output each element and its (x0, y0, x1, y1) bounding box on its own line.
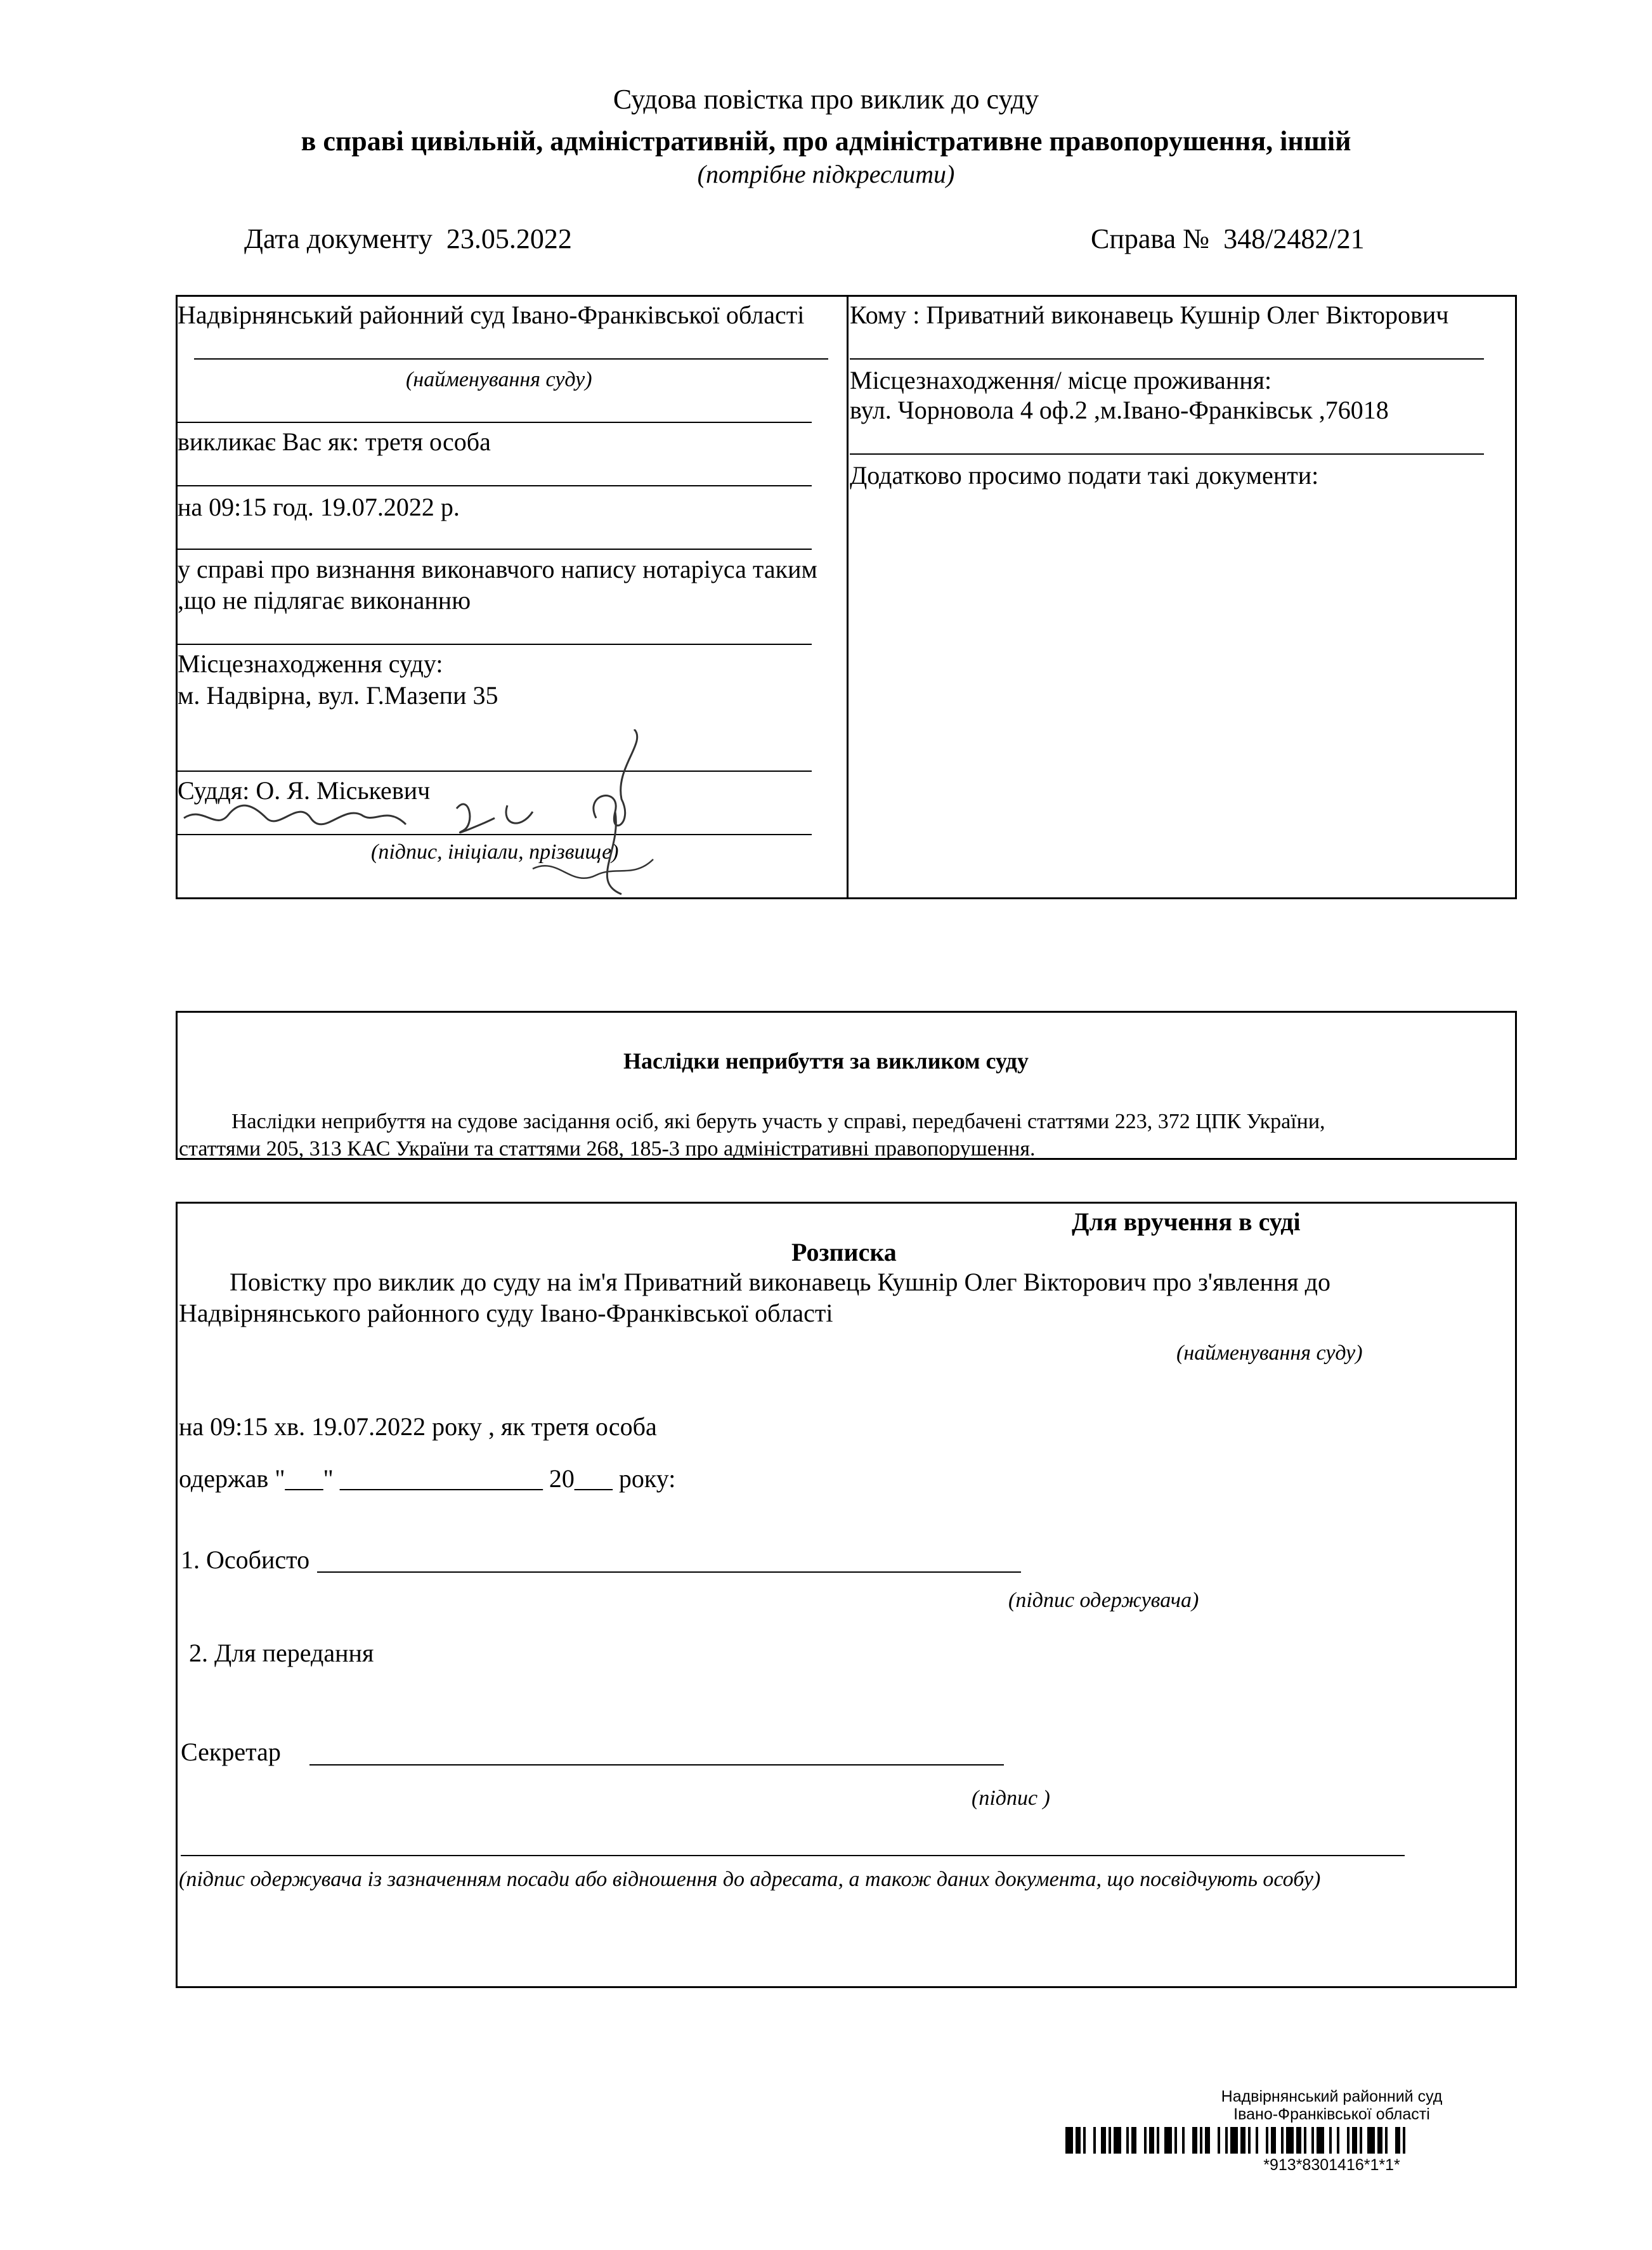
barcode-bar (1240, 2127, 1246, 2154)
rule (178, 644, 812, 645)
barcode-bar (1367, 2127, 1375, 2154)
date-block (244, 222, 572, 256)
barcode-bar (1248, 2127, 1251, 2154)
recipient-details-caption: (підпис одержувача із зазначенням посади або відношення до адресата, а також даних документа, що посвідчують особу) (179, 1868, 1321, 1891)
case-number-block (1091, 222, 1365, 256)
barcode-bar (1065, 2127, 1073, 2154)
barcode-bar (1256, 2127, 1258, 2154)
barcode-bar (1144, 2127, 1147, 2154)
barcode-bar (1230, 2127, 1238, 2154)
consequences-title: Наслідки неприбуття за викликом суду (623, 1048, 1029, 1074)
summons-divider (847, 295, 849, 899)
receipt-title: Розписка (791, 1238, 897, 1266)
barcode-bar (1109, 2127, 1111, 2154)
secretary-signature-line (309, 1764, 1004, 1766)
court-location-value: м. Надвірна, вул. Г.Мазепи 35 (178, 681, 498, 710)
recipient-address-value: вул. Чорновола 4 оф.2 ,м.Івано-Франківськ ,76018 (850, 396, 1389, 424)
signature-caption: (підпис, ініціали, прізвище) (371, 840, 619, 864)
personal-label: 1. Особисто (181, 1545, 310, 1574)
judge-name: Суддя: О. Я. Міськевич (178, 776, 431, 805)
barcode-bar (1286, 2127, 1294, 2154)
court-stamp-line2: Івано-Франківської області (1233, 2105, 1430, 2123)
recipient-signature-line (317, 1571, 1021, 1573)
recipient-signature-caption: (підпис одержувача) (1008, 1589, 1199, 1612)
rule (850, 453, 1484, 455)
rule (194, 358, 828, 360)
barcode-bar (1377, 2127, 1382, 2154)
barcode-bar (1174, 2127, 1177, 2154)
barcode-bar (1271, 2127, 1276, 2154)
barcode-bar (1352, 2127, 1357, 2154)
rule (850, 358, 1484, 360)
receipt-court-caption: (найменування суду) (1176, 1341, 1363, 1365)
secretary-signature-caption: (підпис ) (972, 1786, 1050, 1810)
receipt-time-line: на 09:15 хв. 19.07.2022 року , як третя особа (179, 1412, 657, 1441)
rule (178, 485, 812, 486)
receipt-text-line2: Надвірнянського районного суду Івано-Франківської області (179, 1299, 833, 1327)
recipient-address-label: Місцезнаходження/ місце проживання: (850, 366, 1272, 394)
barcode-bar (1192, 2127, 1197, 2154)
case-subject-line2: ,що не підлягає виконанню (178, 586, 471, 615)
court-name: Надвірнянський районний суд Івано-Франківської області (178, 301, 805, 329)
receipt-text-line1: Повістку про виклик до суду на ім'я Приватний виконавець Кушнір Олег Вікторович про з'явлення до (230, 1268, 1331, 1296)
recipient-details-line (181, 1855, 1405, 1856)
document-subtitle: в справі цивільній, адміністративній, про адміністративне правопорушення, іншій (301, 126, 1351, 157)
barcode-bar (1385, 2127, 1388, 2154)
date-value: 23.05.2022 (446, 223, 572, 254)
barcode-bar (1205, 2127, 1210, 2154)
court-location-label: Місцезнаходження суду: (178, 649, 443, 678)
recipient-name: Кому : Приватний виконавець Кушнір Олег Вікторович (850, 301, 1449, 329)
court-name-caption: (найменування суду) (406, 368, 592, 391)
received-date-line: одержав "___" ________________ 20___ року: (179, 1464, 676, 1493)
barcode-bar (1200, 2127, 1202, 2154)
barcode-bar (1360, 2127, 1362, 2154)
case-number: 348/2482/21 (1223, 223, 1365, 254)
barcode-bar (1157, 2127, 1159, 2154)
barcode-bar (1114, 2127, 1121, 2154)
barcode-bar (1164, 2127, 1172, 2154)
barcode-bar (1329, 2127, 1332, 2154)
secretary-label: Секретар (181, 1738, 281, 1766)
barcode-bar (1337, 2127, 1339, 2154)
case-label: Справа № (1091, 223, 1210, 254)
barcode-bar (1311, 2127, 1314, 2154)
barcode-bar (1182, 2127, 1185, 2154)
underline-note: (потрібне підкреслити) (697, 160, 955, 188)
barcode-bar (1296, 2127, 1301, 2154)
for-court-delivery: Для вручення в суді (1072, 1207, 1301, 1236)
rule (178, 549, 812, 550)
barcode-bar (1218, 2127, 1220, 2154)
barcode-bar (1403, 2127, 1405, 2154)
consequences-line1: Наслідки неприбуття на судове засідання осіб, які беруть участь у справі, передбачені статтями 223, 372 ЦПК України, (231, 1110, 1325, 1133)
barcode-bar (1083, 2127, 1086, 2154)
barcode-bar (1101, 2127, 1106, 2154)
barcode-bar (1149, 2127, 1154, 2154)
barcode-bar (1126, 2127, 1129, 2154)
case-subject-line1: у справі про визнання виконавчого напису нотаріуса таким (178, 555, 817, 583)
rule (178, 422, 812, 423)
barcode-bar (1317, 2127, 1324, 2154)
barcode-bar (1131, 2127, 1136, 2154)
court-stamp-line1: Надвірнянський районний суд (1221, 2088, 1443, 2105)
barcode-bar (1076, 2127, 1081, 2154)
additional-documents: Додатково просимо подати такі документи: (850, 461, 1319, 490)
consequences-line2: статтями 205, 313 КАС України та статтями 268, 185-3 про адміністративні правопорушення. (179, 1137, 1036, 1161)
barcode-text: *913*8301416*1*1* (1263, 2156, 1400, 2174)
barcode-bar (1395, 2127, 1400, 2154)
called-as: викликає Вас як: третя особа (178, 427, 491, 456)
barcode-bar (1281, 2127, 1284, 2154)
barcode-bar (1225, 2127, 1228, 2154)
barcode-bar (1347, 2127, 1350, 2154)
barcode-bar (1266, 2127, 1268, 2154)
barcode-bar (1304, 2127, 1306, 2154)
barcode-bar (1093, 2127, 1096, 2154)
transfer-label: 2. Для передання (189, 1639, 374, 1667)
hearing-time: на 09:15 год. 19.07.2022 р. (178, 493, 460, 521)
barcode (1065, 2127, 1516, 2154)
document-title: Судова повістка про виклик до суду (613, 84, 1039, 115)
handwritten-signature (178, 729, 736, 901)
date-label: Дата документу (244, 223, 433, 254)
